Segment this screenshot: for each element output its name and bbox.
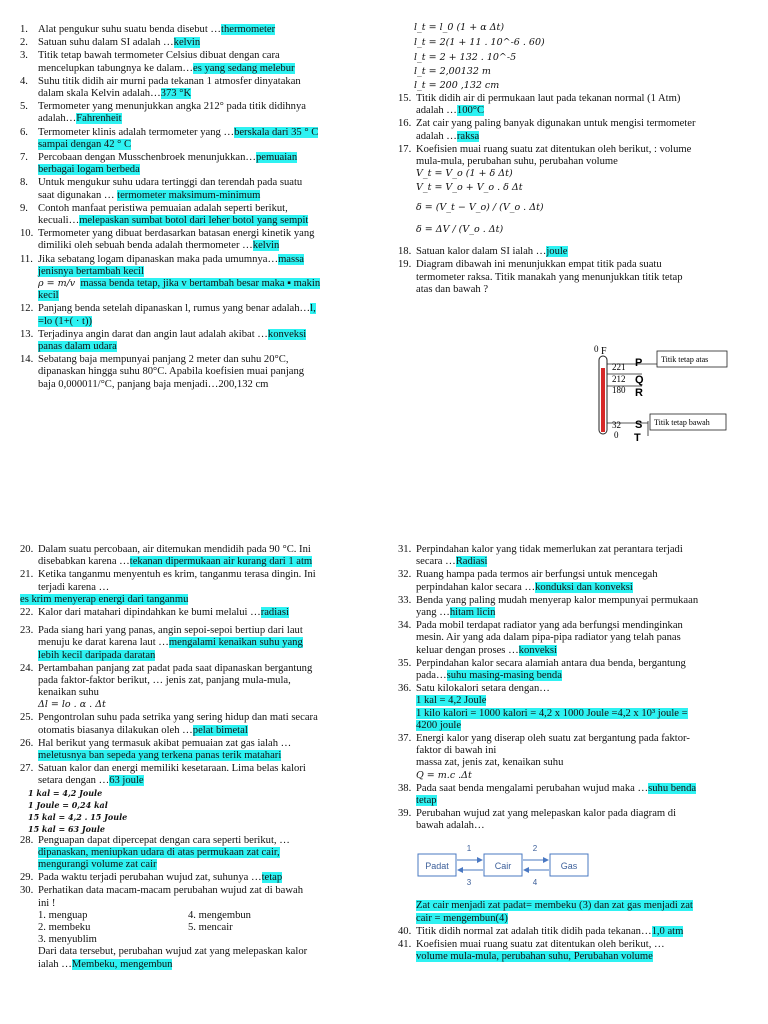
question-1 — [20, 24, 372, 36]
question-text: Ruang hampa pada termos air berfungsi untuk mencegah — [416, 569, 658, 581]
question-number: 15. — [398, 93, 412, 104]
formula-line: l_t = 2(1 + 11 . 10^-6 . 60) — [414, 37, 545, 48]
question-text: mula-mula, perubahan suhu, perubahan volume — [416, 156, 618, 168]
question-text: Ketika tanganmu menyentuh es krim, tanganmu terasa dingin. Ini — [38, 569, 316, 581]
question-40 — [398, 926, 736, 938]
question-text: Pengontrolan suhu pada setrika yang sering hidup dan mati secara — [38, 712, 318, 724]
question-number: 40. — [398, 925, 412, 937]
question-10 — [20, 228, 372, 252]
question-text: Titik didih air di permukaan laut pada tekanan normal (1 Atm) — [416, 93, 681, 104]
question-text: ini ! — [38, 897, 56, 909]
answer-highlight: kelvin — [252, 240, 280, 252]
question-text: dimiliki oleh sebuah benda adalah thermometer … — [38, 240, 253, 252]
question-text: Alat pengukur suhu suatu benda disebut … — [38, 24, 222, 35]
answer-highlight: sampai dengan 42 ° C — [38, 138, 132, 150]
answer-highlight: melepaskan sumbat botol dari leher botol yang sempit — [79, 215, 309, 227]
question-number: 19. — [398, 259, 412, 271]
question-number: 36. — [398, 683, 412, 695]
answer-highlight: kelvin — [173, 37, 201, 49]
question-text: kecuali… — [38, 215, 80, 227]
formula-line: l_t = 200 ,132 cm — [414, 80, 500, 91]
formula-line: Δl = lo . α . Δt — [38, 699, 106, 711]
arrow-number: 3 — [466, 878, 472, 888]
column-top-right — [398, 22, 736, 297]
question-number: 14. — [20, 354, 34, 366]
question-text: Titik tetap bawah termometer Celsius dibuat dengan cara — [38, 50, 280, 62]
answer-highlight: termometer maksimum-minimum — [117, 189, 261, 201]
question-34 — [398, 620, 736, 657]
question-41 — [398, 939, 736, 963]
tick-value: 180 — [612, 385, 626, 395]
question-number: 32. — [398, 569, 412, 581]
formula-line: V_t = V_o (1 + δ Δt) — [416, 168, 513, 180]
question-11 — [20, 254, 372, 303]
answer-highlight: tekanan dipermukaan air kurang dari 1 atm — [129, 556, 313, 568]
question-text: Jika sebatang logam dipanaskan maka pada umumnya… — [38, 253, 279, 265]
volume-expansion-formulas — [416, 168, 736, 236]
question-text: keluar dengan proses … — [416, 644, 519, 656]
point-label: T — [634, 432, 641, 442]
answer-highlight: 100°C — [456, 105, 485, 117]
question-number: 22. — [20, 607, 34, 619]
question-17 — [398, 144, 736, 236]
question-25 — [20, 712, 372, 736]
answer-highlight: Radiasi — [455, 556, 488, 568]
option-item: 2. membeku — [38, 922, 91, 934]
question-text: kenaikan suhu — [38, 687, 99, 699]
column-bottom-right — [398, 544, 736, 964]
question-text: pada… — [416, 670, 447, 682]
question-text: Untuk mengukur suhu udara tertinggi dan terendah pada suatu — [38, 177, 303, 189]
formula-line: δ = (V_t − V_o) / (V_o . Δt) — [416, 202, 544, 214]
question-number: 8. — [20, 177, 28, 189]
answer-highlight: tetap — [416, 794, 437, 806]
answer-highlight: massa — [278, 253, 304, 265]
answer-highlight: radiasi — [260, 607, 289, 619]
answer-highlight: hitam licin — [449, 607, 496, 619]
question-text: Pada saat benda mengalami perubahan wujud maka … — [416, 782, 649, 794]
question-text: Hal berikut yang termasuk akibat pemuaian zat gas ialah … — [38, 737, 292, 749]
question-text: Penguapan dapat dipercepat dengan cara seperti berikut, … — [38, 834, 290, 846]
formula-line: δ = ΔV / (V_o . Δt) — [416, 224, 504, 236]
scale-f-label: F — [601, 346, 607, 357]
question-text: setara dengan … — [38, 775, 110, 787]
question-text: adalah … — [416, 105, 457, 117]
question-21 — [20, 569, 372, 606]
question-text: massa zat, jenis zat, kenaikan suhu — [416, 757, 564, 769]
question-text: Terjadinya angin darat dan angin laut adalah akibat … — [38, 328, 268, 340]
answer-highlight: es yang sedang melebur — [193, 62, 295, 74]
option-item: 3. menyublim — [38, 934, 97, 946]
question-number: 27. — [20, 763, 34, 775]
question-number: 2. — [20, 37, 28, 49]
question-number: 30. — [20, 885, 34, 897]
question-7 — [20, 152, 372, 176]
question-number: 7. — [20, 152, 28, 164]
question-text: Pada siang hari yang panas, angin sepoi-sepoi bertiup dari laut — [38, 625, 303, 637]
answer-highlight: raksa — [456, 130, 480, 142]
option-item: 5. mencair — [188, 922, 233, 934]
question-text: Sebatang baja mempunyai panjang 2 meter dan suhu 20°C, — [38, 354, 289, 366]
question-number: 39. — [398, 808, 412, 820]
answer-highlight: mengalami kenaikan suhu yang — [168, 637, 303, 649]
question-30 — [20, 885, 372, 970]
question-text: Zat cair yang paling banyak digunakan untuk mengisi termometer — [416, 118, 696, 130]
question-text: Benda yang paling mudah menyerap kalor mempunyai permukaan — [416, 594, 699, 606]
question-text: Energi kalor yang diserap oleh suatu zat bergantung pada faktor- — [416, 733, 690, 745]
question-text: faktor di bawah ini — [416, 745, 497, 757]
question-24 — [20, 663, 372, 712]
formula-line: 15 kal = 4,2 . 15 Joule — [28, 811, 128, 822]
question-16 — [398, 118, 736, 142]
answer-highlight: volume mula-mula, perubahan suhu, Perubahan volume — [416, 951, 653, 963]
question-12 — [20, 303, 372, 327]
question-number: 28. — [20, 834, 34, 846]
question-number: 24. — [20, 662, 34, 674]
answer-highlight: berbagai logam berbeda — [38, 164, 140, 176]
question-35 — [398, 658, 736, 682]
question-text: Satu kilokalori setara dengan… — [416, 683, 550, 695]
question-number: 33. — [398, 594, 412, 606]
question-number: 23. — [20, 625, 34, 637]
question-number: 34. — [398, 620, 412, 632]
question-text: Pada mobil terdapat radiator yang ada berfungsi mendinginkan — [416, 620, 683, 632]
question-text: Perpindahan kalor secara alamiah antara dua benda, bergantung — [416, 657, 686, 669]
question-text: Contoh manfaat peristiwa pemuaian adalah seperti berikut, — [38, 202, 288, 214]
question-text: disebabkan karena … — [38, 556, 130, 568]
calorie-equations — [28, 788, 372, 834]
length-expansion-formulas — [398, 22, 736, 92]
question-text: mesin. Air yang ada dalam pipa-pipa radiator yang telah panas — [416, 632, 681, 644]
question-18 — [398, 246, 736, 258]
phase-change-options — [38, 910, 372, 947]
answer-highlight: mengurangi volume zat cair — [38, 859, 157, 871]
answer-highlight: Zat cair menjadi zat padat= membeku (3) dan zat gas menjadi zat — [416, 900, 693, 912]
question-text: secara … — [416, 556, 456, 568]
answer-highlight: 4200 joule — [416, 719, 462, 731]
answer-highlight: konduksi dan konveksi — [535, 581, 633, 593]
option-item: 4. mengembun — [188, 909, 251, 921]
formula-line: V_t = V_o + V_o . δ Δt — [416, 182, 523, 194]
question-number: 12. — [20, 303, 34, 315]
question-text: bawah adalah… — [416, 820, 485, 832]
question-5 — [20, 101, 372, 125]
question-38 — [398, 783, 736, 807]
gas-state-label: Gas — [560, 861, 578, 872]
question-text: Panjang benda setelah dipanaskan l, rumus yang benar adalah… — [38, 303, 311, 315]
answer-highlight: massa benda tetap, jika v bertambah besar maka ▪ makin — [80, 278, 321, 290]
question-text: Diagram dibawah ini menunjukkan empat titik pada suatu — [416, 259, 662, 271]
question-9 — [20, 203, 372, 227]
question-text: baja 0,000011/°C, panjang baja menjadi…200,132 cm — [38, 378, 269, 390]
formula-line: 1 kal = 4,2 Joule — [28, 787, 103, 798]
question-28 — [20, 835, 372, 872]
question-number: 3. — [20, 50, 28, 62]
liquid-state-label: Cair — [494, 861, 512, 872]
point-label: R — [635, 387, 643, 399]
question-text: Dari data tersebut, perubahan wujud zat yang melepaskan kalor — [38, 946, 308, 958]
question-number: 31. — [398, 544, 412, 555]
tick-value: 212 — [612, 374, 626, 384]
question-text: Satuan kalor dalam SI ialah … — [416, 246, 547, 258]
question-20 — [20, 544, 372, 568]
question-text: pada faktor-faktor berikut, … jenis zat, panjang mula-mula, — [38, 675, 291, 687]
answer-highlight: panas dalam udara — [38, 341, 117, 353]
answer-highlight: meletusnya ban sepeda yang terkena panas terik matahari — [38, 750, 282, 762]
formula-line: 1 Joule = 0,24 kal — [28, 799, 108, 810]
mercury-column — [601, 368, 605, 432]
point-label: S — [635, 419, 643, 431]
question-text: Percobaan dengan Musschenbroek menunjukkan… — [38, 152, 256, 164]
tick-value: 32 — [612, 420, 621, 430]
answer-highlight: pelat bimetal — [192, 724, 248, 736]
question-text: dipanaskan hingga suhu 80°C. Apabila koefisien muai panjang — [38, 366, 305, 378]
option-item: 1. menguap — [38, 909, 88, 921]
density-formula: ρ = m/v — [38, 278, 76, 290]
answer-highlight: tetap — [261, 872, 283, 884]
question-text: Perubahan wujud zat yang melepaskan kalor pada diagram di — [416, 808, 677, 820]
answer-highlight: kecil — [38, 290, 59, 302]
thermometer-diagram — [588, 342, 738, 442]
answer-highlight: 1 kilo kalori = 1000 kalori = 4,2 x 1000 Joule =4,2 x 10³ joule = — [416, 707, 688, 719]
question-4 — [20, 76, 372, 100]
formula-line: l_t = l_0 (1 + α Δt) — [414, 22, 505, 33]
question-number: 5. — [20, 101, 28, 113]
scale-top-label: 0 — [594, 344, 599, 354]
answer-highlight: pemuaian — [256, 152, 298, 164]
point-label: Q — [635, 374, 644, 386]
question-text: Termometer klinis adalah termometer yang … — [38, 126, 235, 138]
question-number: 29. — [20, 872, 34, 884]
point-label: P — [635, 357, 643, 369]
top-fixed-point-label: Titik tetap atas — [661, 355, 709, 364]
answer-highlight: konveksi — [267, 328, 307, 340]
question-number: 13. — [20, 328, 34, 340]
question-text: adalah … — [416, 130, 457, 142]
question-number: 10. — [20, 228, 34, 240]
question-number: 11. — [20, 253, 33, 265]
question-13 — [20, 329, 372, 353]
question-text: mencelupkan tabungnya ke dalam… — [38, 62, 194, 74]
question-number: 25. — [20, 712, 34, 724]
question-text: yang … — [416, 607, 450, 619]
question-text: saat digunakan … — [38, 189, 118, 201]
question-number: 4. — [20, 75, 28, 87]
column-bottom-left — [20, 544, 372, 972]
question-text: ialah … — [38, 958, 72, 970]
question-22 — [20, 607, 372, 619]
bottom-fixed-point-label: Titik tetap bawah — [654, 418, 710, 427]
answer-highlight: berskala dari 35 ° C — [234, 126, 319, 138]
question-text: adalah… — [38, 113, 77, 125]
question-27 — [20, 763, 372, 833]
question-text: Termometer yang dibuat berdasarkan batasan energi kinetik yang — [38, 228, 315, 240]
question-33 — [398, 595, 736, 619]
answer-highlight: joule — [546, 246, 568, 258]
question-number: 37. — [398, 733, 412, 745]
question-text: Kalor dari matahari dipindahkan ke bumi melalui … — [38, 607, 261, 619]
phase-change-diagram — [416, 840, 596, 890]
arrow-number: 2 — [532, 844, 538, 854]
question-text: otomatis biasanya dilakukan oleh … — [38, 724, 193, 736]
question-number: 21. — [20, 569, 34, 581]
question-14 — [20, 354, 372, 391]
solid-state-label: Padat — [425, 861, 449, 872]
question-31 — [398, 544, 736, 568]
question-text: menuju ke darat karena laut … — [38, 637, 169, 649]
tick-value: 221 — [612, 362, 626, 372]
question-number: 20. — [20, 544, 34, 555]
answer-highlight: l, — [310, 303, 316, 315]
question-19 — [398, 259, 736, 296]
question-text: atas dan bawah ? — [416, 283, 489, 295]
question-text: Satuan suhu dalam SI adalah … — [38, 37, 174, 49]
question-text: Pertambahan panjang zat padat pada saat dipanaskan bergantung — [38, 662, 313, 674]
question-text: terjadi karena … — [38, 581, 110, 593]
question-number: 17. — [398, 143, 412, 155]
answer-highlight: =lo (1+( · t)) — [38, 315, 93, 327]
question-number: 35. — [398, 657, 412, 669]
formula-line: 15 kal = 63 Joule — [28, 823, 105, 834]
question-text: Dalam suatu percobaan, air ditemukan mendidih pada 90 °C. Ini — [38, 544, 311, 555]
question-8 — [20, 177, 372, 201]
answer-highlight: suhu masing-masing benda — [446, 670, 562, 682]
question-number: 9. — [20, 202, 28, 214]
answer-highlight: 1,0 atm — [651, 925, 684, 937]
answer-highlight: 1 kal = 4,2 Joule — [416, 695, 487, 707]
answer-highlight: dipanaskan, meniupkan udara di atas permukaan zat cair, — [38, 846, 280, 858]
question-text: Koefisien muai ruang suatu zat ditentukan oleh berikut, … — [416, 939, 665, 951]
question-text: Suhu titik didih air murni pada tekanan 1 atmosfer dinyatakan — [38, 75, 301, 87]
answer-highlight: Fahrenheit — [76, 113, 122, 125]
formula-line: l_t = 2,00132 m — [414, 66, 491, 77]
answer-highlight: jenisnya bertambah kecil — [38, 265, 144, 277]
answer-highlight: suhu benda — [648, 782, 697, 794]
question-32 — [398, 569, 736, 593]
question-36 — [398, 683, 736, 732]
question-text: Pada waktu terjadi perubahan wujud zat, suhunya … — [38, 872, 262, 884]
answer-highlight: lebih kecil daripada daratan — [38, 649, 156, 661]
question-number: 18. — [398, 246, 412, 258]
arrow-number: 1 — [466, 844, 472, 854]
question-2 — [20, 37, 372, 49]
question-6 — [20, 127, 372, 151]
formula-line: Q = m.c .Δt — [416, 769, 472, 781]
question-text: Perhatikan data macam-macam perubahan wujud zat di bawah — [38, 885, 304, 897]
thermometer-svg — [588, 342, 738, 442]
question-number: 26. — [20, 737, 34, 749]
answer-highlight: Membeku, mengembun — [71, 958, 173, 970]
question-29 — [20, 872, 372, 884]
answer-highlight: konveksi — [518, 644, 557, 656]
question-text: termometer raksa. Titik manakah yang menunjukkan titik tetap — [416, 271, 683, 283]
column-top-left — [20, 24, 372, 392]
question-23 — [20, 625, 372, 662]
question-number: 16. — [398, 118, 412, 130]
question-15 — [398, 93, 736, 117]
question-37 — [398, 733, 736, 782]
scale-bottom-label: 0 — [614, 430, 619, 440]
question-number: 38. — [398, 782, 412, 794]
question-text: Titik didih normal zat adalah titik didih pada tekanan… — [416, 925, 652, 937]
question-39 — [398, 808, 736, 925]
question-text: Satuan kalor dan energi memiliki kesetaraan. Lima belas kalori — [38, 763, 306, 775]
question-text: Koefisien muai ruang suatu zat ditentukan oleh berikut, : volume — [416, 143, 692, 155]
question-26 — [20, 738, 372, 762]
arrow-number: 4 — [532, 878, 538, 888]
question-text: Termometer yang menunjukkan angka 212° pada titik didihnya — [38, 101, 306, 113]
question-number: 6. — [20, 126, 28, 138]
question-text: perpindahan kalor secara … — [416, 581, 536, 593]
question-3 — [20, 50, 372, 74]
question-text: Perpindahan kalor yang tidak memerlukan zat perantara terjadi — [416, 544, 683, 555]
answer-highlight: 373 °K — [160, 88, 192, 100]
answer-highlight: 63 joule — [109, 775, 144, 787]
question-number: 1. — [20, 24, 28, 35]
answer-highlight: cair = mengembun(4) — [416, 912, 508, 924]
question-text: dalam skala Kelvin adalah… — [38, 88, 161, 100]
question-number: 41. — [398, 939, 412, 951]
answer-highlight: thermometer — [221, 24, 276, 35]
answer-highlight: es krim menyerap energi dari tanganmu — [20, 593, 189, 605]
formula-line: l_t = 2 + 132 . 10^-5 — [414, 52, 517, 63]
